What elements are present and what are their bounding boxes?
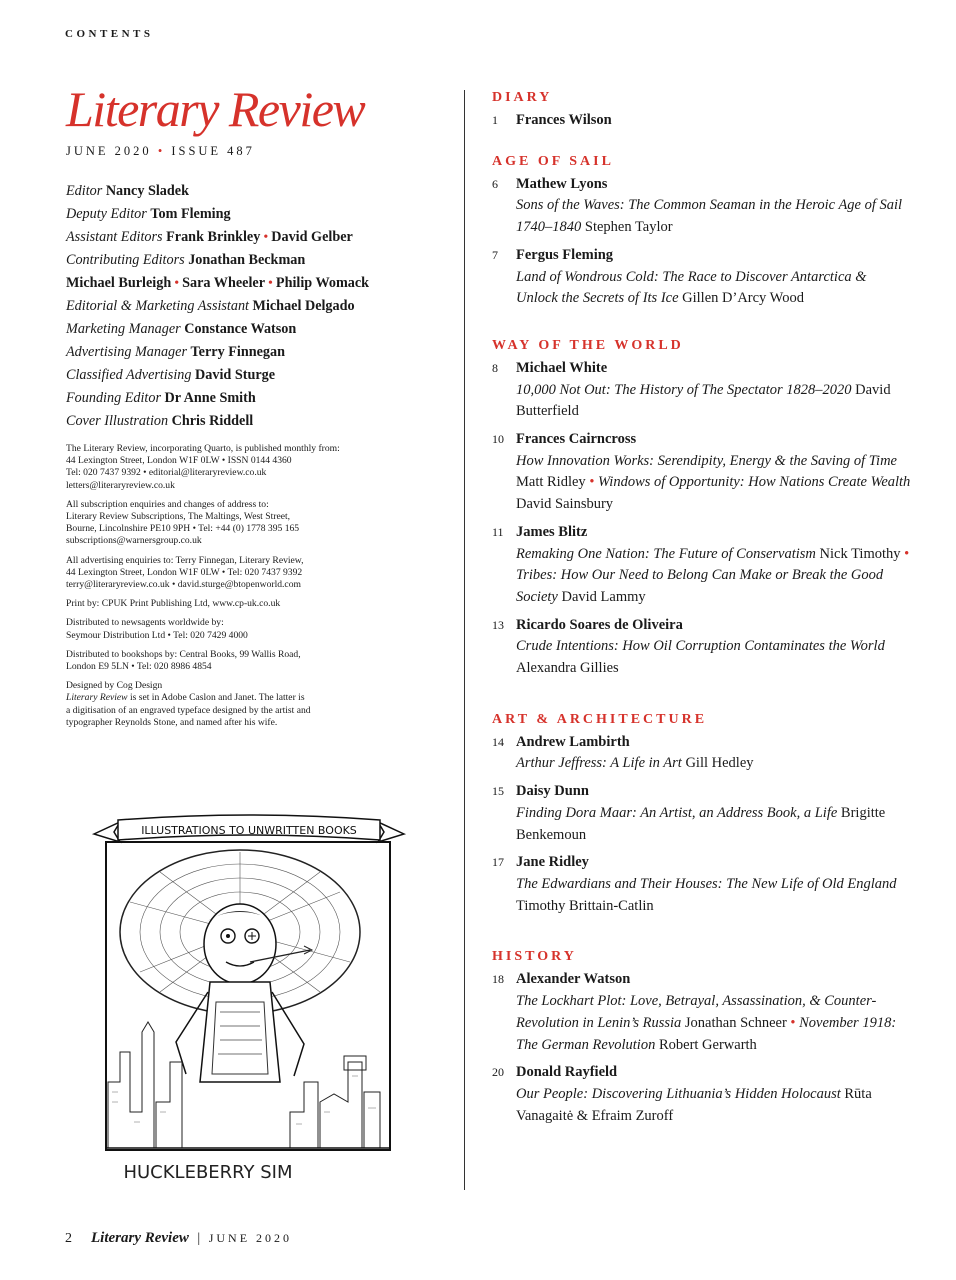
book-author: David Lammy xyxy=(557,588,646,605)
staff-line xyxy=(66,226,466,249)
info-design: Designed by Cog Design Literary Review is set in Adobe Caslon and Janet. The latter is a digitisation of an engraved typeface designed by the artist and typographer Reynolds Stone, and named after his wife. xyxy=(66,680,311,728)
staff-line xyxy=(66,410,466,433)
separator-dot: • xyxy=(589,474,595,491)
issue-number: ISSUE 487 xyxy=(171,144,255,158)
staff-name: David Sturge xyxy=(195,367,276,383)
staff-line xyxy=(66,318,466,341)
book-author: Timothy Brittain-Catlin xyxy=(516,897,654,914)
book-author: Robert Gerwarth xyxy=(655,1036,757,1053)
book-title: Sons of the Waves: The Common Seaman in the Heroic Age of Sail 1740–1840 xyxy=(516,197,903,236)
staff-role: Advertising Manager xyxy=(66,344,187,360)
book-author: Rūta Vanagaitė & Efraim Zuroff xyxy=(516,1085,872,1124)
entry-description xyxy=(516,195,912,238)
entry-description xyxy=(516,991,912,1056)
info-advertising: All advertising enquiries to: Terry Finnegan, Literary Review, 44 Lexington Street, London W1F 0LW • Tel: 020 7437 9392 terry@literaryreview.co.uk • david.sturge@btopenworld.com xyxy=(66,554,304,591)
entry-page-number: 18 xyxy=(492,972,504,987)
section-title: AGE OF SAIL xyxy=(492,153,614,169)
staff-role: Cover Illustration xyxy=(66,413,169,429)
book-author: Stephen Taylor xyxy=(581,219,673,236)
separator-dot: • xyxy=(904,545,910,562)
info-publisher: The Literary Review, incorporating Quarto, is published monthly from: 44 Lexington Street, London W1F 0LW • ISSN 0144 4360 Tel: 020 7437 9392 • editorial@literaryreview.co.uk letters@literaryreview.co.uk xyxy=(66,443,340,491)
entry-description xyxy=(516,1084,912,1127)
staff-name: Frank Brinkley xyxy=(166,229,261,245)
staff-name: Constance Watson xyxy=(184,321,297,337)
entry-page-number: 17 xyxy=(492,855,504,870)
staff-name: Dr Anne Smith xyxy=(164,390,256,406)
contents-entry xyxy=(492,358,912,423)
masthead-staff-list xyxy=(66,180,466,433)
section-title: ART & ARCHITECTURE xyxy=(492,711,708,727)
page-footer xyxy=(65,1230,292,1247)
contents-entry xyxy=(492,852,912,917)
section-header: CONTENTS xyxy=(65,28,154,40)
book-title: 10,000 Not Out: The History of The Spectator 1828–2020 xyxy=(516,381,852,398)
book-author: Gill Hedley xyxy=(681,755,754,772)
entry-page-number: 1 xyxy=(492,113,498,127)
staff-name: Sara Wheeler xyxy=(182,275,265,291)
info-print: Print by: CPUK Print Publishing Ltd, www.cp-uk.co.uk xyxy=(66,598,281,610)
staff-name: Michael Burleigh xyxy=(66,275,172,291)
book-title: Finding Dora Maar: An Artist, an Address Book, a Life xyxy=(516,804,838,821)
entry-author: Michael White xyxy=(516,359,608,376)
staff-line xyxy=(66,203,466,226)
staff-name: Michael Delgado xyxy=(252,298,355,314)
entry-page-number: 11 xyxy=(492,524,504,539)
contents-section xyxy=(492,88,912,132)
info-newsagents: Distributed to newsagents worldwide by: Seymour Distribution Ltd • Tel: 020 7429 4000 xyxy=(66,617,248,641)
cartoon-banner-text: ILLUSTRATIONS TO UNWRITTEN BOOKS xyxy=(141,824,357,837)
entry-description xyxy=(516,636,912,679)
info-bookshops: Distributed to bookshops by: Central Books, 99 Wallis Road, London E9 5LN • Tel: 020 8986 4854 xyxy=(66,648,301,673)
issue-line xyxy=(66,144,255,159)
staff-name: David Gelber xyxy=(271,229,353,245)
book-author: David Sainsbury xyxy=(516,496,614,513)
entry-page-number: 6 xyxy=(492,176,498,191)
book-author: Brigitte Benkemoun xyxy=(516,804,886,843)
contents-entry xyxy=(492,174,912,239)
contents-entry xyxy=(492,429,912,516)
staff-role: Founding Editor xyxy=(66,390,161,406)
entry-author: Ricardo Soares de Oliveira xyxy=(516,616,683,633)
contents-entry xyxy=(492,781,912,846)
contents-entry xyxy=(492,732,912,775)
issue-separator: • xyxy=(157,144,166,158)
section-title: DIARY xyxy=(492,90,553,105)
contents-entry xyxy=(492,1062,912,1127)
book-author: David Butterfield xyxy=(516,381,891,420)
separator-dot: • xyxy=(263,230,269,245)
book-author: Alexandra Gillies xyxy=(516,660,619,677)
contents-section xyxy=(492,710,912,918)
entry-description xyxy=(516,380,912,423)
staff-line xyxy=(66,180,466,203)
entry-description xyxy=(516,803,912,846)
book-title: Remaking One Nation: The Future of Conservatism xyxy=(516,545,816,562)
contents-section xyxy=(492,336,912,680)
staff-role: Classified Advertising xyxy=(66,367,192,383)
staff-name: Terry Finnegan xyxy=(190,344,285,360)
book-title: How Innovation Works: Serendipity, Energy & the Saving of Time xyxy=(516,452,897,469)
entry-page-number: 13 xyxy=(492,617,504,632)
staff-line xyxy=(66,272,466,295)
staff-role: Deputy Editor xyxy=(66,206,147,222)
book-author: Matt Ridley xyxy=(516,474,590,491)
staff-name: Chris Riddell xyxy=(171,413,254,429)
contents-section xyxy=(492,152,912,310)
book-title: Our People: Discovering Lithuania’s Hidden Holocaust xyxy=(516,1085,841,1102)
entry-description xyxy=(516,874,912,917)
publication-info xyxy=(66,443,396,736)
entry-page-number: 7 xyxy=(492,247,498,262)
staff-line xyxy=(66,295,466,318)
footer-separator: | xyxy=(197,1231,201,1246)
book-title: Arthur Jeffress: A Life in Art xyxy=(516,755,682,772)
staff-line xyxy=(66,249,466,272)
magazine-logo: Literary Review xyxy=(66,81,365,137)
entry-page-number: 8 xyxy=(492,360,498,375)
contents-entry xyxy=(492,245,912,310)
cartoon-illustration xyxy=(90,812,408,1184)
book-title: Land of Wondrous Cold: The Race to Discover Antarctica & Unlock the Secrets of Its Ice xyxy=(516,268,867,307)
entry-author: Andrew Lambirth xyxy=(516,733,630,750)
entry-page-number: 15 xyxy=(492,784,504,799)
book-title: The Lockhart Plot: Love, Betrayal, Assassination, & Counter-Revolution in Lenin’s Russia xyxy=(516,993,877,1031)
book-title: Windows of Opportunity: How Nations Create Wealth xyxy=(594,474,911,491)
entry-author: Frances Wilson xyxy=(516,112,612,128)
entry-author: Frances Cairncross xyxy=(516,431,637,448)
staff-name: Tom Fleming xyxy=(150,206,231,222)
info-subscriptions: All subscription enquiries and changes of address to: Literary Review Subscriptions, The Maltings, West Street, Bourne, Lincolnshire PE10 9PH • Tel: +44 (0) 1778 395 165 subscriptions@warnersgroup.co.uk xyxy=(66,498,300,547)
entry-description xyxy=(516,544,912,609)
book-title: November 1918: The German Revolution xyxy=(516,1014,897,1053)
staff-role: Assistant Editors xyxy=(66,229,163,245)
entry-author: Alexander Watson xyxy=(516,971,631,988)
entry-author: Fergus Fleming xyxy=(516,246,614,263)
contents-entry xyxy=(492,969,912,1056)
entry-author: James Blitz xyxy=(516,523,588,540)
column-divider xyxy=(464,90,465,1190)
staff-role: Editor xyxy=(66,183,103,199)
issue-month: JUNE 2020 xyxy=(66,144,152,158)
book-author: Nick Timothy xyxy=(815,545,905,562)
separator-dot: • xyxy=(174,276,180,291)
staff-role: Contributing Editors xyxy=(66,252,185,268)
staff-name: Nancy Sladek xyxy=(105,183,189,199)
contents-section xyxy=(492,947,912,1127)
entry-page-number: 20 xyxy=(492,1065,504,1080)
separator-dot: • xyxy=(268,276,273,291)
entry-description xyxy=(516,753,912,775)
staff-name: Philip Womack xyxy=(275,275,370,291)
cartoon-drawing xyxy=(90,812,408,1184)
book-author: Jonathan Schneer xyxy=(681,1014,791,1031)
section-title: HISTORY xyxy=(492,949,577,965)
staff-name: Jonathan Beckman xyxy=(188,252,306,268)
section-title: WAY OF THE WORLD xyxy=(492,337,684,353)
staff-role: Marketing Manager xyxy=(66,321,181,337)
entry-author: Donald Rayfield xyxy=(516,1064,618,1081)
separator-dot: • xyxy=(790,1014,796,1031)
footer-date: JUNE 2020 xyxy=(208,1231,293,1245)
book-title: Tribes: How Our Need to Belong Can Make or Break the Good Society xyxy=(516,567,884,605)
entry-page-number: 10 xyxy=(492,432,504,447)
footer-title: Literary Review xyxy=(91,1230,189,1246)
book-title: The Edwardians and Their Houses: The New Life of Old England xyxy=(516,875,897,892)
book-author: Gillen D’Arcy Wood xyxy=(678,290,804,307)
entry-description xyxy=(516,267,912,310)
entry-author: Jane Ridley xyxy=(516,854,589,871)
footer-page-number: 2 xyxy=(65,1231,72,1246)
entry-page-number: 14 xyxy=(492,734,504,749)
staff-line xyxy=(66,341,466,364)
staff-role: Editorial & Marketing Assistant xyxy=(66,298,249,314)
cartoon-caption: HUCKLEBERRY SIM xyxy=(123,1162,293,1183)
contents-entry xyxy=(492,110,912,132)
contents-entry xyxy=(492,615,912,680)
book-title: Crude Intentions: How Oil Corruption Contaminates the World xyxy=(516,638,885,655)
contents-list xyxy=(492,88,912,1133)
entry-author: Mathew Lyons xyxy=(516,175,608,192)
contents-entry xyxy=(492,522,912,609)
staff-line xyxy=(66,364,466,387)
entry-description xyxy=(516,451,912,516)
entry-author: Daisy Dunn xyxy=(516,783,589,800)
staff-line xyxy=(66,387,466,410)
